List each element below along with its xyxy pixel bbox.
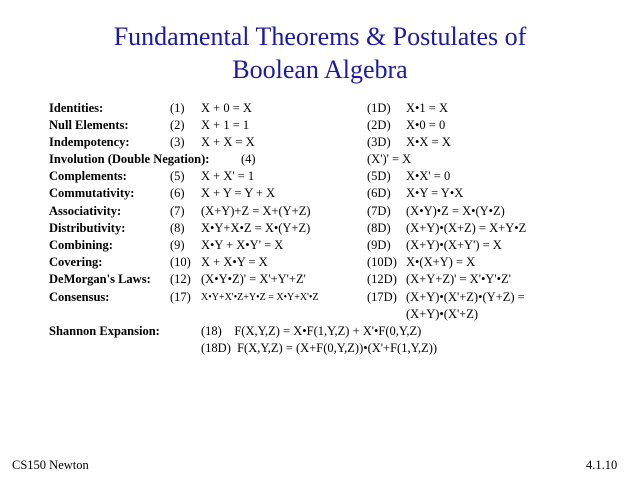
row-dual-number: (X')' = X (367, 152, 412, 166)
row-dual-number: (9D) (367, 238, 391, 252)
row-number: (6) (170, 186, 185, 200)
row-dual-equation: X•X' = 0 (406, 169, 451, 183)
row-dual-equation: X•X = X (406, 135, 451, 149)
row-equation: (X+Y)+Z = X+(Y+Z) (201, 204, 311, 218)
row-label: Commutativity: (49, 186, 135, 200)
row-equation: X + X' = 1 (201, 169, 255, 183)
row-number: (3) (170, 135, 185, 149)
row-dual-number: (12D) (367, 272, 397, 286)
row-equation: X•Y+X'•Z+Y•Z = X•Y+X'•Z (201, 292, 319, 303)
row-label: Identities: (49, 101, 104, 115)
row-dual-equation: (X+Y+Z)' = X'•Y'•Z' (406, 272, 511, 286)
row-dual-equation-continued: (X+Y)•(X'+Z) (406, 307, 479, 321)
row-dual-equation: X•Y = Y•X (406, 186, 464, 200)
shannon-line-2: (18D) F(X,Y,Z) = (X+F(0,Y,Z))•(X'+F(1,Y,Z)) (201, 341, 438, 355)
row-label: Covering: (49, 255, 103, 269)
row-dual-equation: (X+Y)•(X+Z) = X+Y•Z (406, 221, 527, 235)
row-number: (1) (170, 101, 185, 115)
row-dual-equation: X•(X+Y) = X (406, 255, 476, 269)
row-equation: X + 0 = X (201, 101, 252, 115)
row-label: Complements: (49, 169, 127, 183)
row-number: (12) (170, 272, 191, 286)
slide-title (0, 20, 640, 86)
row-number: (8) (170, 221, 185, 235)
row-dual-equation: X•1 = X (406, 101, 448, 115)
row-equation: X•Y+X•Z = X•(Y+Z) (201, 221, 311, 235)
row-dual-number: (7D) (367, 204, 391, 218)
row-label: Consensus: (49, 290, 110, 304)
row-dual-number: (8D) (367, 221, 391, 235)
row-dual-number: (3D) (367, 135, 391, 149)
row-dual-number: (5D) (367, 169, 391, 183)
row-dual-equation: (X•Y)•Z = X•(Y•Z) (406, 204, 505, 218)
row-dual-number: (10D) (367, 255, 397, 269)
row-dual-number: (17D) (367, 290, 397, 304)
row-number: (2) (170, 118, 185, 132)
shannon-line-1: (18) F(X,Y,Z) = X•F(1,Y,Z) + X'•F(0,Y,Z) (201, 324, 422, 338)
row-number: (17) (170, 290, 191, 304)
row-equation: X•Y + X•Y' = X (201, 238, 284, 252)
row-dual-equation: (X+Y)•(X+Y') = X (406, 238, 502, 252)
row-equation: (X•Y•Z)' = X'+Y'+Z' (201, 272, 306, 286)
row-label: Distributivity: (49, 221, 126, 235)
row-dual-number: (1D) (367, 101, 391, 115)
footer-slide-number: 4.1.10 (586, 458, 618, 472)
footer-course: CS150 Newton (12, 458, 89, 472)
row-dual-equation: X•0 = 0 (406, 118, 446, 132)
row-dual-number: (6D) (367, 186, 391, 200)
row-dual-number: (2D) (367, 118, 391, 132)
row-label: Indempotency: (49, 135, 130, 149)
row-equation: X + Y = Y + X (201, 186, 276, 200)
row-label: Combining: (49, 238, 113, 252)
row-equation: X + 1 = 1 (201, 118, 250, 132)
row-number: (10) (170, 255, 191, 269)
row-label: Associativity: (49, 204, 122, 218)
row-number: (9) (170, 238, 185, 252)
row-equation: X + X•Y = X (201, 255, 268, 269)
row-number: (5) (170, 169, 185, 183)
row-equation: X + X = X (201, 135, 255, 149)
row-dual-equation: (X+Y)•(X'+Z)•(Y+Z) = (406, 290, 525, 304)
title-line-1: Fundamental Theorems & Postulates of (113, 22, 527, 51)
title-line-2: Boolean Algebra (232, 55, 408, 84)
row-label: DeMorgan's Laws: (49, 272, 151, 286)
row-label: Null Elements: (49, 118, 129, 132)
shannon-label: Shannon Expansion: (49, 324, 160, 338)
row-label: Involution (Double Negation): (49, 152, 210, 166)
row-number: (4) (241, 152, 256, 166)
row-number: (7) (170, 204, 185, 218)
